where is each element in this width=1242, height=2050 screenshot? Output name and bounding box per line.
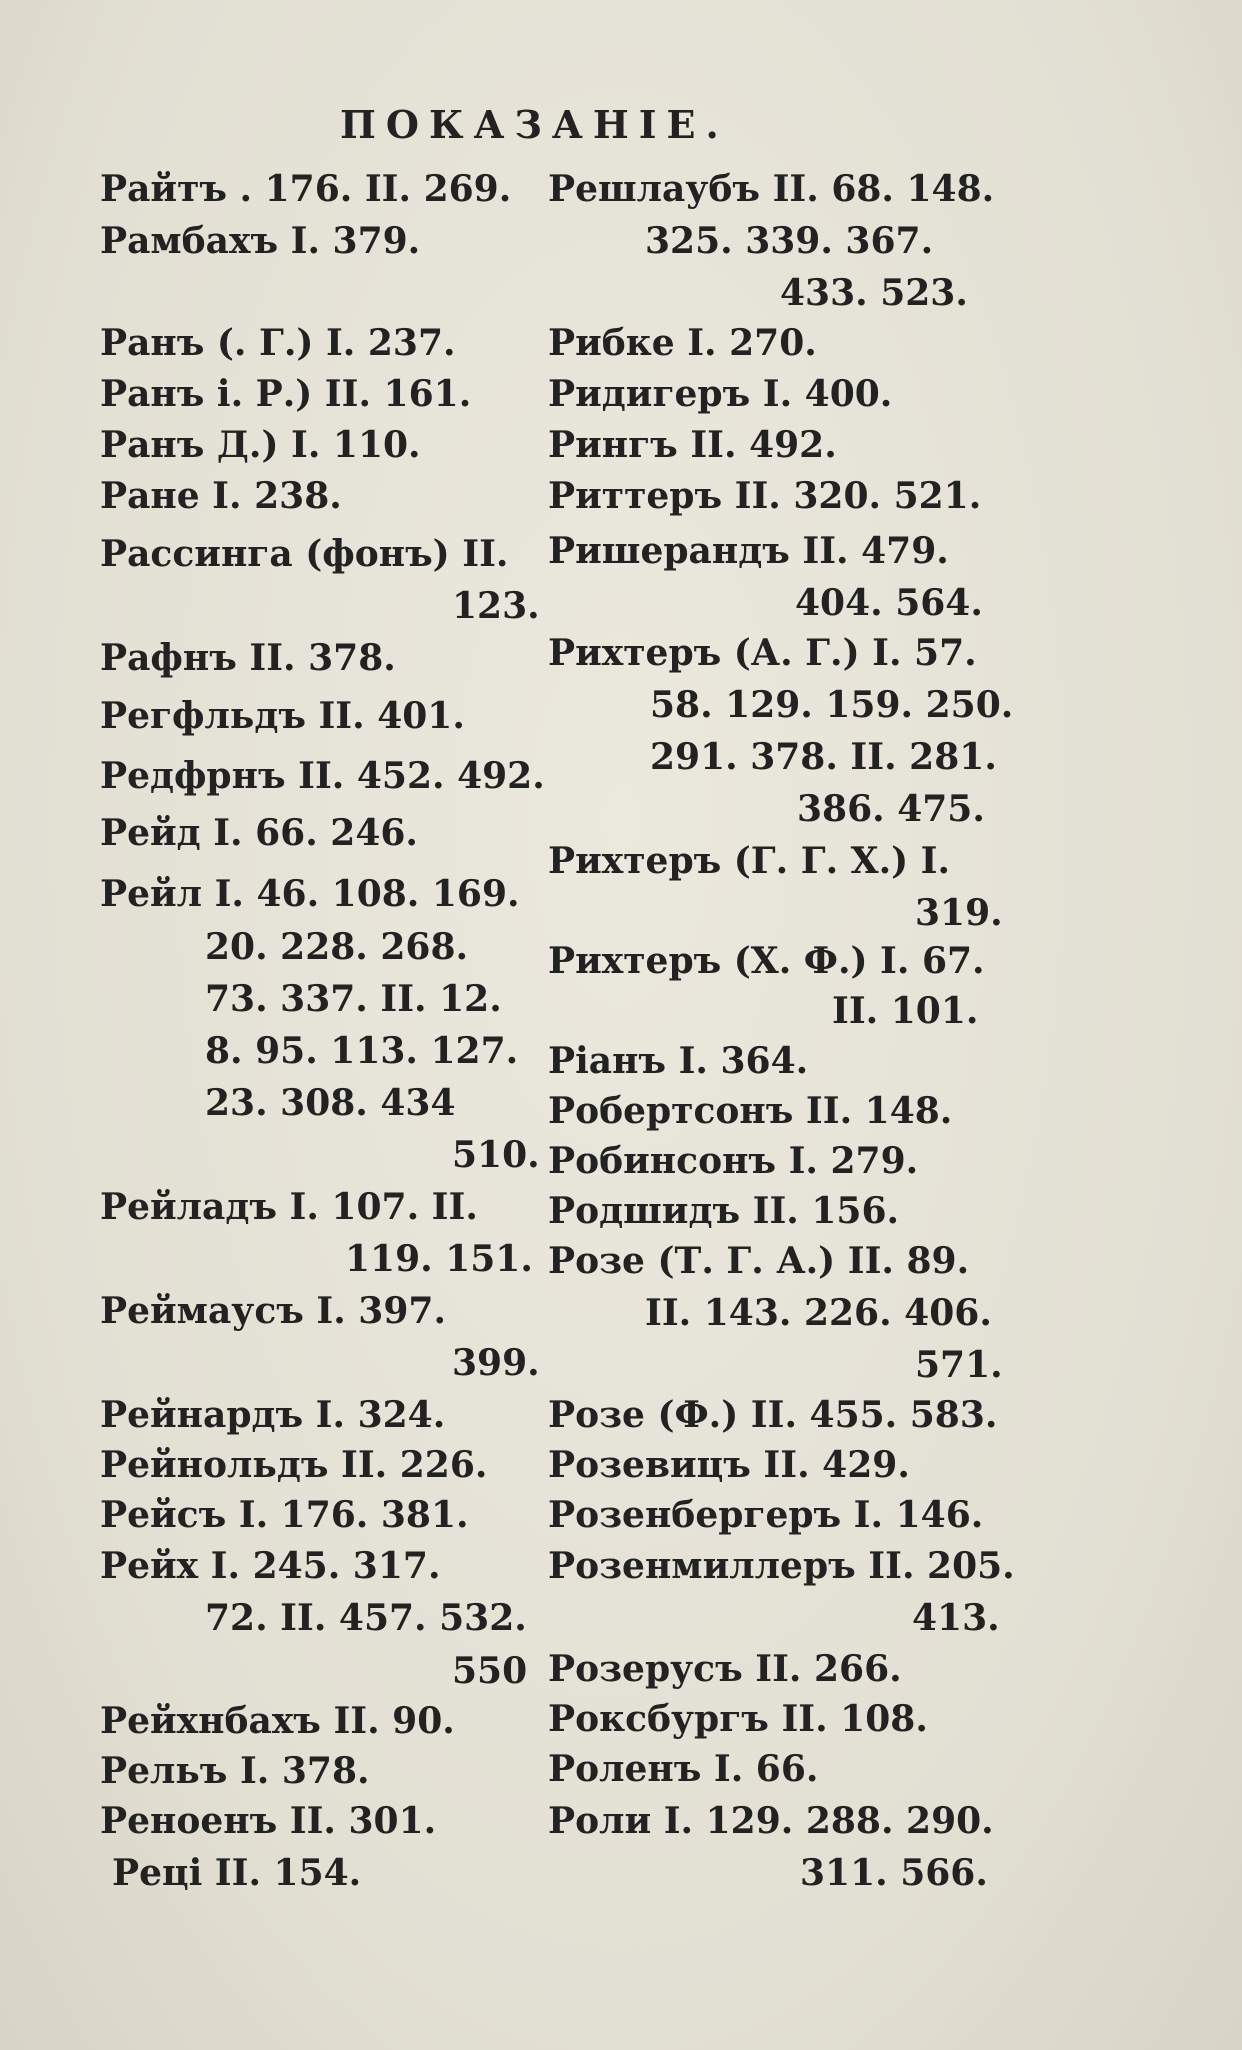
index-entry: Рейнольдъ II. 226. xyxy=(100,1444,488,1486)
index-entry: Рихтеръ (Х. Ф.) I. 67. xyxy=(548,940,985,982)
index-entry: Реноенъ II. 301. xyxy=(100,1800,437,1842)
index-entry: Рихтеръ (А. Г.) I. 57. xyxy=(548,632,977,674)
page-title: ПОКАЗАНІЕ. xyxy=(340,102,729,147)
index-entry: Ранъ і. Р.) II. 161. xyxy=(100,373,472,415)
index-entry: Рафнъ II. 378. xyxy=(100,637,396,679)
index-entry: Роли I. 129. 288. 290. xyxy=(548,1800,994,1842)
index-entry: 399. xyxy=(452,1342,540,1384)
index-entry: 550 xyxy=(452,1650,528,1692)
index-entry: Ране I. 238. xyxy=(100,475,342,517)
index-entry: 72. II. 457. 532. xyxy=(205,1597,527,1639)
index-entry: Розенмиллеръ II. 205. xyxy=(548,1545,1015,1587)
index-entry: 23. 308. 434 xyxy=(205,1082,456,1124)
index-entry: Рихтеръ (Г. Г. Х.) I. xyxy=(548,840,951,882)
index-entry: 73. 337. II. 12. xyxy=(205,978,502,1020)
index-entry: Рейнардъ I. 324. xyxy=(100,1394,446,1436)
index-entry: Рейхнбахъ II. 90. xyxy=(100,1700,455,1742)
index-entry: 58. 129. 159. 250. xyxy=(650,684,1014,726)
index-entry: 510. xyxy=(452,1134,540,1176)
index-entry: Решлаубъ II. 68. 148. xyxy=(548,168,995,210)
index-entry: Розе (Ф.) II. 455. 583. xyxy=(548,1394,998,1436)
index-entry: Ріанъ I. 364. xyxy=(548,1040,809,1082)
index-entry: 291. 378. II. 281. xyxy=(650,736,997,778)
index-entry: Рассинга (фонъ) II. xyxy=(100,533,509,575)
index-entry: 325. 339. 367. xyxy=(645,220,934,262)
index-entry: Розевицъ II. 429. xyxy=(548,1444,910,1486)
index-entry: 413. xyxy=(912,1597,1000,1639)
index-entry: 404. 564. xyxy=(795,582,983,624)
index-entry: Рельъ I. 378. xyxy=(100,1750,370,1792)
index-entry: Ранъ Д.) I. 110. xyxy=(100,424,421,466)
index-entry: Робертсонъ II. 148. xyxy=(548,1090,953,1132)
index-entry: Рейд I. 66. 246. xyxy=(100,812,418,854)
index-entry: Рибке I. 270. xyxy=(548,322,817,364)
index-entry: Реці II. 154. xyxy=(112,1852,362,1894)
index-entry: Родшидъ II. 156. xyxy=(548,1190,900,1232)
index-entry: Рейх I. 245. 317. xyxy=(100,1545,441,1587)
index-entry: Риттеръ II. 320. 521. xyxy=(548,475,982,517)
index-entry: 20. 228. 268. xyxy=(205,926,469,968)
index-entry: 319. xyxy=(915,892,1003,934)
index-entry: 119. 151. xyxy=(345,1238,533,1280)
index-entry: Роленъ I. 66. xyxy=(548,1748,819,1790)
index-entry: 386. 475. xyxy=(797,788,985,830)
index-entry: Роксбургъ II. 108. xyxy=(548,1698,928,1740)
index-entry: II. 101. xyxy=(832,990,979,1032)
index-entry: Розе (Т. Г. А.) II. 89. xyxy=(548,1240,970,1282)
index-entry: Рингъ II. 492. xyxy=(548,424,837,466)
index-entry: II. 143. 226. 406. xyxy=(645,1292,992,1334)
index-entry: Райтъ . 176. II. 269. xyxy=(100,168,512,210)
index-entry: 433. 523. xyxy=(780,272,968,314)
index-entry: Рейл I. 46. 108. 169. xyxy=(100,873,520,915)
index-entry: Розенбергеръ I. 146. xyxy=(548,1494,984,1536)
index-entry: Рейсъ I. 176. 381. xyxy=(100,1494,469,1536)
index-entry: 123. xyxy=(452,585,540,627)
index-entry: Регфльдъ II. 401. xyxy=(100,695,465,737)
index-entry: Ранъ (. Г.) I. 237. xyxy=(100,322,456,364)
index-entry: Рамбахъ I. 379. xyxy=(100,220,421,262)
index-entry: 8. 95. 113. 127. xyxy=(205,1030,519,1072)
index-entry: Ридигеръ I. 400. xyxy=(548,373,893,415)
index-entry: Редфрнъ II. 452. 492. xyxy=(100,755,545,797)
index-entry: 571. xyxy=(915,1344,1003,1386)
index-entry: Ришерандъ II. 479. xyxy=(548,530,949,572)
index-entry: 311. 566. xyxy=(800,1852,988,1894)
index-entry: Розерусъ II. 266. xyxy=(548,1648,902,1690)
index-entry: Рейладъ I. 107. II. xyxy=(100,1186,478,1228)
index-entry: Робинсонъ I. 279. xyxy=(548,1140,919,1182)
index-entry: Реймаусъ I. 397. xyxy=(100,1290,446,1332)
